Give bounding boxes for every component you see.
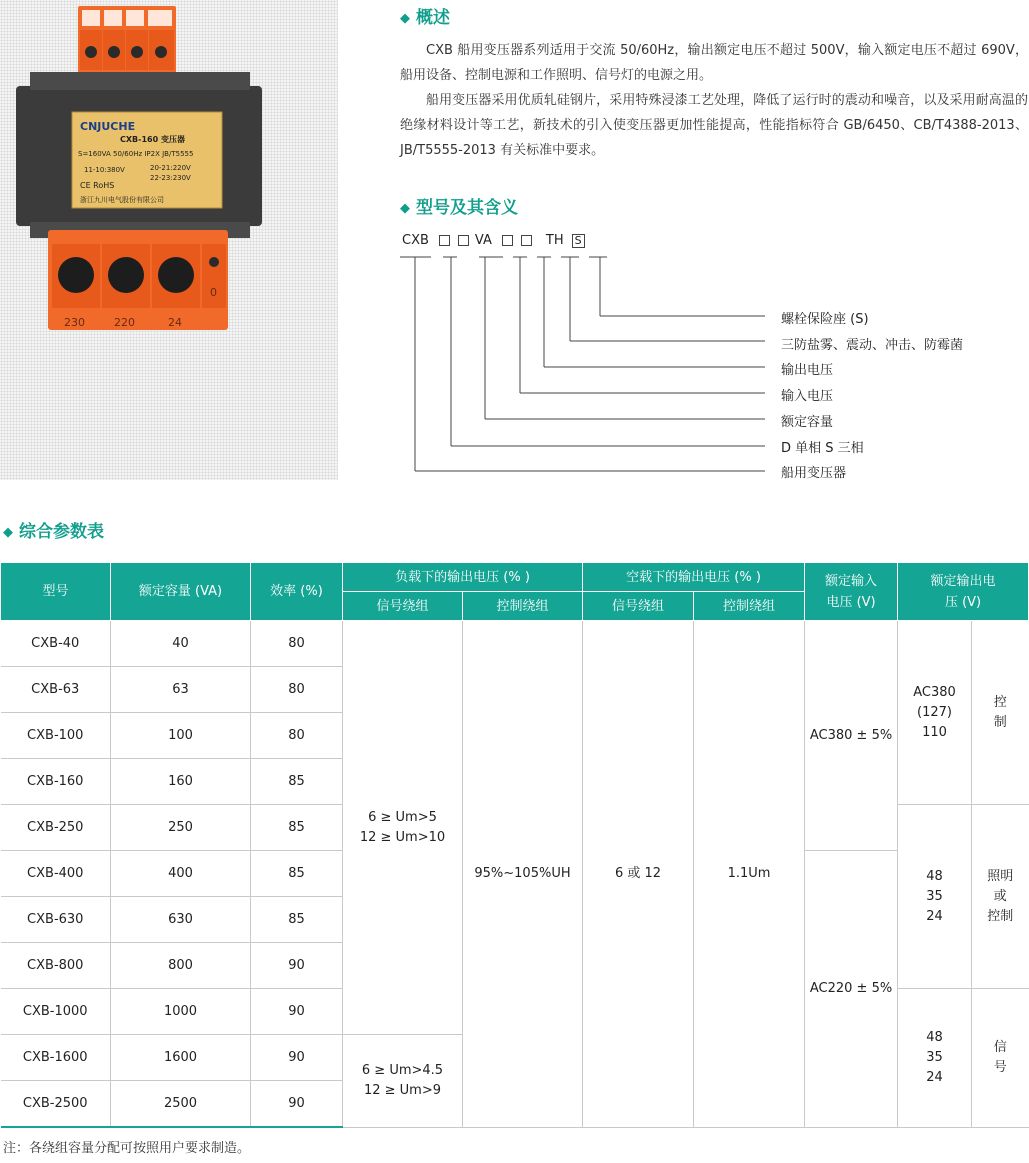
cell-model: CXB-160	[1, 759, 111, 805]
cell-input-b: AC220 ± 5%	[805, 851, 898, 1128]
out-light-label-line2: 或	[993, 888, 1007, 904]
out-light-v-line2: 35	[926, 888, 943, 904]
header-load-control-winding: 控制绕组	[463, 592, 583, 621]
header-efficiency: 效率 (%)	[251, 563, 343, 621]
photo-terminal-230: 230	[64, 316, 85, 329]
out-light-v-line3: 24	[926, 908, 943, 924]
header-rated-input: 额定输入电压 (V)	[805, 563, 898, 621]
cell-noload-signal: 6 或 12	[583, 621, 694, 1128]
cell-capacity: 160	[111, 759, 251, 805]
meaning-label-output-voltage: 输出电压	[781, 363, 834, 378]
code-s: S	[572, 234, 585, 248]
params-table	[0, 562, 1029, 1128]
cell-out-light-label	[972, 805, 1029, 989]
cell-input-a: AC380 ± 5%	[805, 621, 898, 851]
cell-efficiency: 85	[251, 851, 343, 897]
diamond-icon: ◆	[400, 201, 410, 216]
out-light-label-line1: 照明	[987, 868, 1014, 884]
meaning-label-input-voltage: 输入电压	[781, 389, 834, 404]
diamond-icon: ◆	[400, 11, 410, 26]
cell-efficiency: 90	[251, 1035, 343, 1081]
overview-heading	[400, 3, 450, 28]
out-control-v-line3: 110	[922, 724, 947, 740]
cell-model: CXB-63	[1, 667, 111, 713]
cell-out-signal-label	[972, 989, 1029, 1128]
diamond-icon: ◆	[3, 525, 13, 540]
header-noload-output: 空载下的输出电压 (% )	[583, 563, 805, 592]
load-signal-b-line2: 12 ≥ Um>9	[363, 1082, 442, 1098]
out-control-label-line1: 控	[993, 694, 1007, 710]
photo-spec-primary: 11-10:380V	[84, 166, 125, 174]
code-prefix: CXB	[402, 233, 429, 248]
meaning-label-three-proof: 三防盐雾、震动、冲击、防霉菌	[781, 338, 964, 353]
cell-capacity: 1600	[111, 1035, 251, 1081]
model-meaning-lines	[395, 245, 995, 485]
code-va: VA	[474, 233, 492, 248]
overview-paragraph-1: CXB 船用变压器系列适用于交流 50/60Hz，输出额定电压不超过 500V，输入额定电压不超过 690V，船用设备、控制电源和工作照明、信号灯的电源之用。	[400, 43, 1028, 83]
photo-spec-secondary-1: 20-21:220V	[150, 164, 191, 172]
meaning-label-phase: D 单相 S 三相	[781, 441, 864, 456]
load-signal-b-line1: 6 ≥ Um>4.5	[361, 1062, 444, 1078]
photo-maker: 浙江九川电气股份有限公司	[80, 196, 164, 204]
cell-efficiency: 80	[251, 713, 343, 759]
photo-spec-secondary-2: 22-23:230V	[150, 174, 191, 182]
out-signal-v-line2: 35	[926, 1049, 943, 1065]
cell-efficiency: 90	[251, 989, 343, 1035]
out-light-label-line3: 控制	[987, 908, 1014, 924]
overview-paragraph-2: 船用变压器采用优质轧硅钢片，采用特殊浸漆工艺处理，降低了运行时的震动和噪音，以及采用耐高温的绝缘材料设计等工艺，新技术的引入使变压器更加性能提高，性能指标符合 GB/6450、CB/T4388-2013、JB/T5555-2013 有关标准中要求。	[400, 93, 1028, 158]
cell-capacity: 63	[111, 667, 251, 713]
cell-model: CXB-800	[1, 943, 111, 989]
cell-model: CXB-400	[1, 851, 111, 897]
cell-load-control: 95%~105%UH	[463, 621, 583, 1128]
cell-capacity: 40	[111, 621, 251, 667]
out-signal-v-line1: 48	[926, 1029, 943, 1045]
cell-capacity: 800	[111, 943, 251, 989]
cell-out-signal-v	[898, 989, 972, 1128]
load-signal-a-line2: 12 ≥ Um>10	[359, 829, 446, 845]
cell-out-control-label	[972, 621, 1029, 805]
cell-capacity: 630	[111, 897, 251, 943]
photo-spec-line: S=160VA 50/60Hz IP2X JB/T5555	[78, 150, 194, 158]
cell-model: CXB-1000	[1, 989, 111, 1035]
cell-capacity: 100	[111, 713, 251, 759]
photo-model-label: CXB-160 变压器	[120, 135, 185, 144]
cell-efficiency: 80	[251, 621, 343, 667]
meaning-label-capacity: 额定容量	[781, 415, 834, 430]
footnote: 注：各绕组容量分配可按照用户要求制造。	[3, 1141, 251, 1156]
header-load-output: 负载下的输出电压 (% )	[343, 563, 583, 592]
header-load-signal-winding: 信号绕组	[343, 592, 463, 621]
cell-efficiency: 80	[251, 667, 343, 713]
header-noload-signal-winding: 信号绕组	[583, 592, 694, 621]
cell-model: CXB-630	[1, 897, 111, 943]
cell-out-control-v	[898, 621, 972, 805]
header-capacity: 额定容量 (VA)	[111, 563, 251, 621]
cell-capacity: 1000	[111, 989, 251, 1035]
meaning-label-marine-transformer: 船用变压器	[781, 466, 847, 481]
out-signal-v-line3: 24	[926, 1069, 943, 1085]
params-title: 综合参数表	[19, 522, 104, 542]
out-signal-label-line1: 信	[993, 1039, 1007, 1055]
cell-efficiency: 85	[251, 805, 343, 851]
code-th: TH	[545, 233, 564, 248]
cell-model: CXB-100	[1, 713, 111, 759]
photo-terminal-220: 220	[114, 316, 135, 329]
meaning-label-fuse: 螺栓保险座 (S)	[781, 312, 869, 327]
model-meaning-title: 型号及其含义	[416, 198, 518, 218]
cell-model: CXB-1600	[1, 1035, 111, 1081]
out-signal-label-line2: 号	[993, 1059, 1007, 1075]
photo-rohs: CE RoHS	[80, 181, 115, 190]
photo-terminal-24: 24	[168, 316, 182, 329]
params-heading	[3, 517, 104, 542]
cell-capacity: 250	[111, 805, 251, 851]
cell-capacity: 2500	[111, 1081, 251, 1128]
photo-brand: CNJUCHE	[80, 120, 136, 133]
load-signal-a-line1: 6 ≥ Um>5	[368, 809, 437, 825]
header-rated-output: 额定输出电压 (V)	[898, 563, 1029, 621]
cell-out-light-v	[898, 805, 972, 989]
cell-efficiency: 90	[251, 943, 343, 989]
cell-model: CXB-40	[1, 621, 111, 667]
cell-load-signal-a	[343, 621, 463, 1035]
out-control-v-line1: AC380	[913, 684, 956, 700]
header-noload-control-winding: 控制绕组	[694, 592, 805, 621]
cell-capacity: 400	[111, 851, 251, 897]
cell-model: CXB-250	[1, 805, 111, 851]
cell-noload-control: 1.1Um	[694, 621, 805, 1128]
table-row	[1, 621, 1029, 667]
cell-efficiency: 90	[251, 1081, 343, 1128]
product-photo	[0, 0, 338, 480]
header-model: 型号	[1, 563, 111, 621]
out-light-v-line1: 48	[926, 868, 943, 884]
cell-model: CXB-2500	[1, 1081, 111, 1128]
model-meaning-heading	[400, 193, 518, 218]
cell-load-signal-b	[343, 1035, 463, 1128]
overview-title: 概述	[416, 8, 450, 28]
cell-efficiency: 85	[251, 897, 343, 943]
cell-efficiency: 85	[251, 759, 343, 805]
out-control-label-line2: 制	[993, 714, 1007, 730]
photo-terminal-0: 0	[210, 286, 217, 299]
out-control-v-line2: (127)	[917, 704, 953, 720]
transformer-image	[0, 0, 338, 480]
